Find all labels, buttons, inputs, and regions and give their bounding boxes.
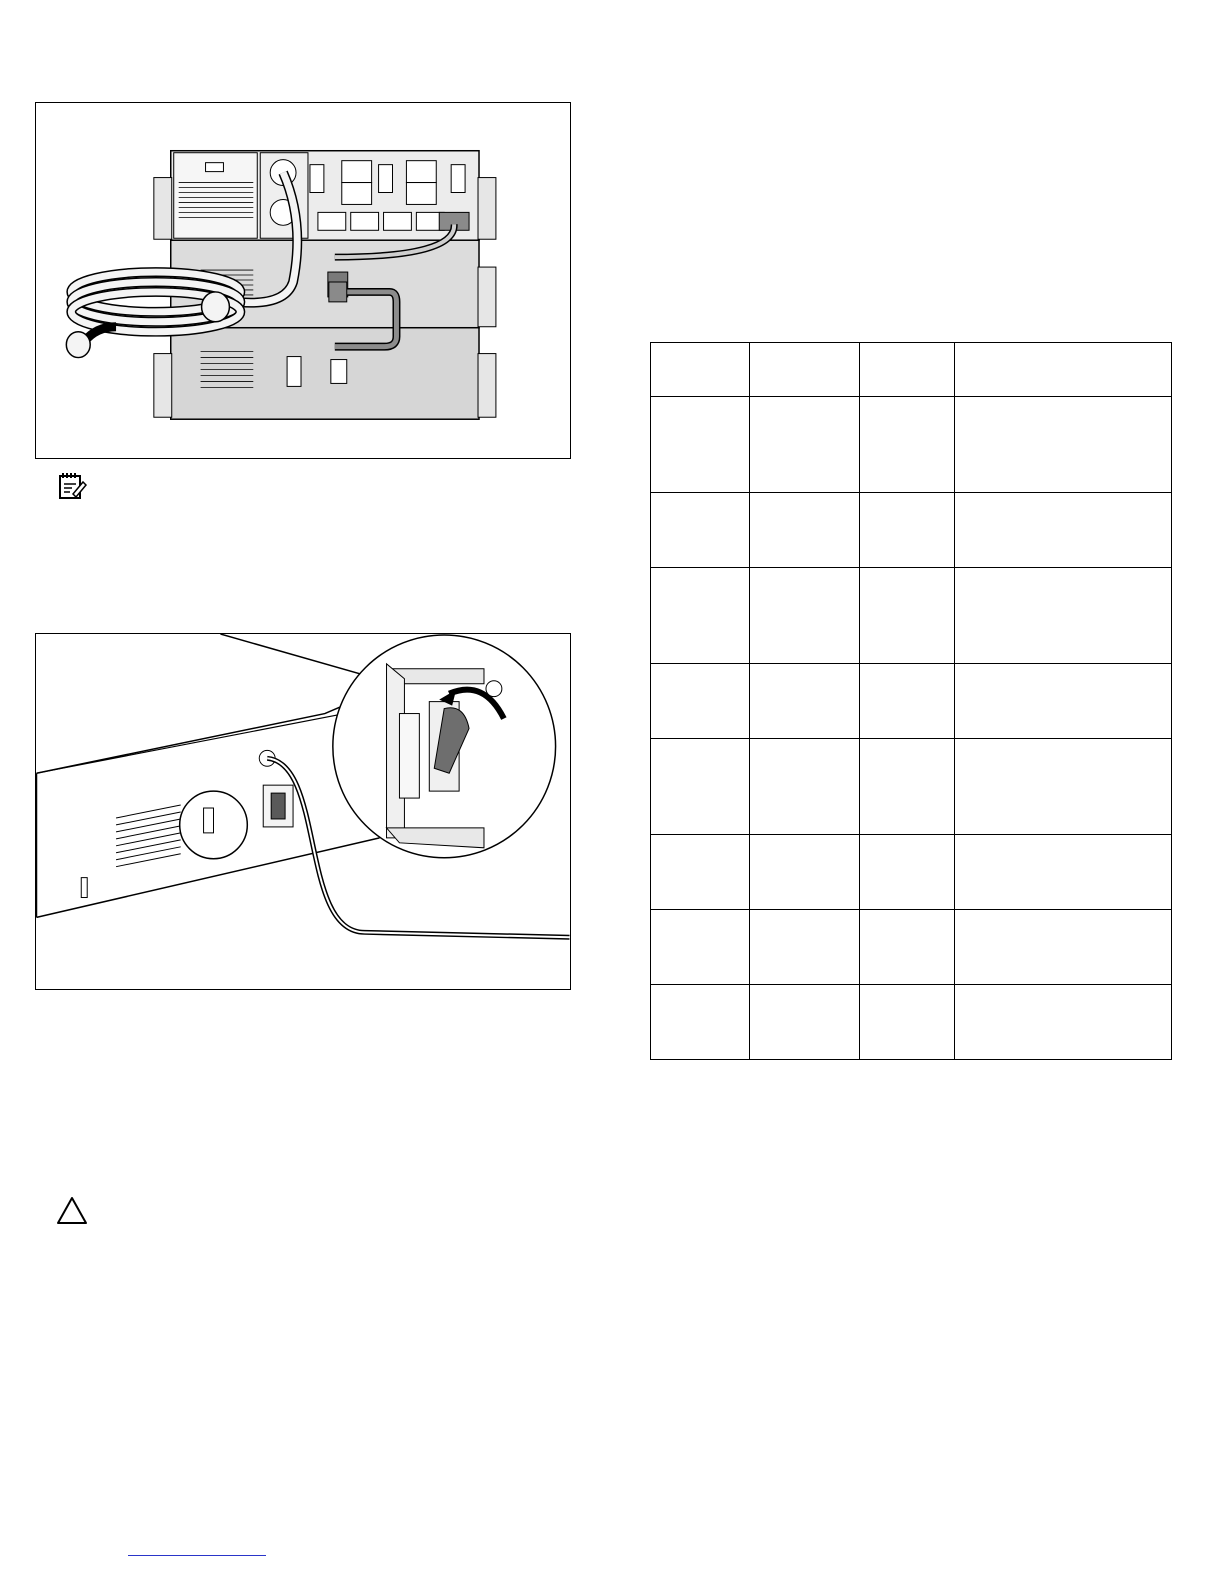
table-row: [651, 568, 1172, 664]
table-cell: [651, 835, 750, 910]
table-row: [651, 664, 1172, 739]
table-cell: [955, 985, 1172, 1060]
table-cell: [750, 985, 860, 1060]
table-cell: [750, 397, 860, 493]
table-row: [651, 397, 1172, 493]
table-cell: [955, 568, 1172, 664]
note-pad-icon: [55, 470, 87, 502]
table-row: [651, 739, 1172, 835]
table-cell: [955, 739, 1172, 835]
table-cell: [651, 493, 750, 568]
ups-rack-rear-cabling-figure: [35, 102, 571, 459]
table-cell: [750, 568, 860, 664]
table-header-cell: [750, 343, 860, 397]
table-row: [651, 910, 1172, 985]
footer-link[interactable]: [128, 1555, 266, 1556]
breaker-switch-figure: [35, 633, 571, 990]
table-row: [651, 835, 1172, 910]
ups-rear-panel-illustration: [36, 103, 570, 458]
table-cell: [750, 739, 860, 835]
table-cell: [860, 493, 955, 568]
table-cell: [651, 664, 750, 739]
table-cell: [651, 568, 750, 664]
table-cell: [750, 910, 860, 985]
table-row: [651, 985, 1172, 1060]
table-header-row: [651, 343, 1172, 397]
table-header-cell: [651, 343, 750, 397]
table-cell: [651, 739, 750, 835]
table-cell: [651, 910, 750, 985]
table-cell: [860, 910, 955, 985]
table-cell: [955, 910, 1172, 985]
table-cell: [750, 493, 860, 568]
table-cell: [860, 835, 955, 910]
table-cell: [955, 664, 1172, 739]
breaker-switch-illustration: [36, 634, 570, 989]
table-cell: [860, 397, 955, 493]
table-cell: [860, 739, 955, 835]
table-header-cell: [955, 343, 1172, 397]
table-cell: [955, 493, 1172, 568]
specification-table: [650, 342, 1172, 1060]
table-cell: [860, 985, 955, 1060]
table-cell: [955, 835, 1172, 910]
table-cell: [860, 568, 955, 664]
table-cell: [651, 397, 750, 493]
table-header-cell: [860, 343, 955, 397]
table-row: [651, 493, 1172, 568]
table-cell: [750, 664, 860, 739]
table-cell: [750, 835, 860, 910]
caution-triangle-icon: [55, 1195, 89, 1227]
table-cell: [955, 397, 1172, 493]
table-cell: [651, 985, 750, 1060]
table-cell: [860, 664, 955, 739]
